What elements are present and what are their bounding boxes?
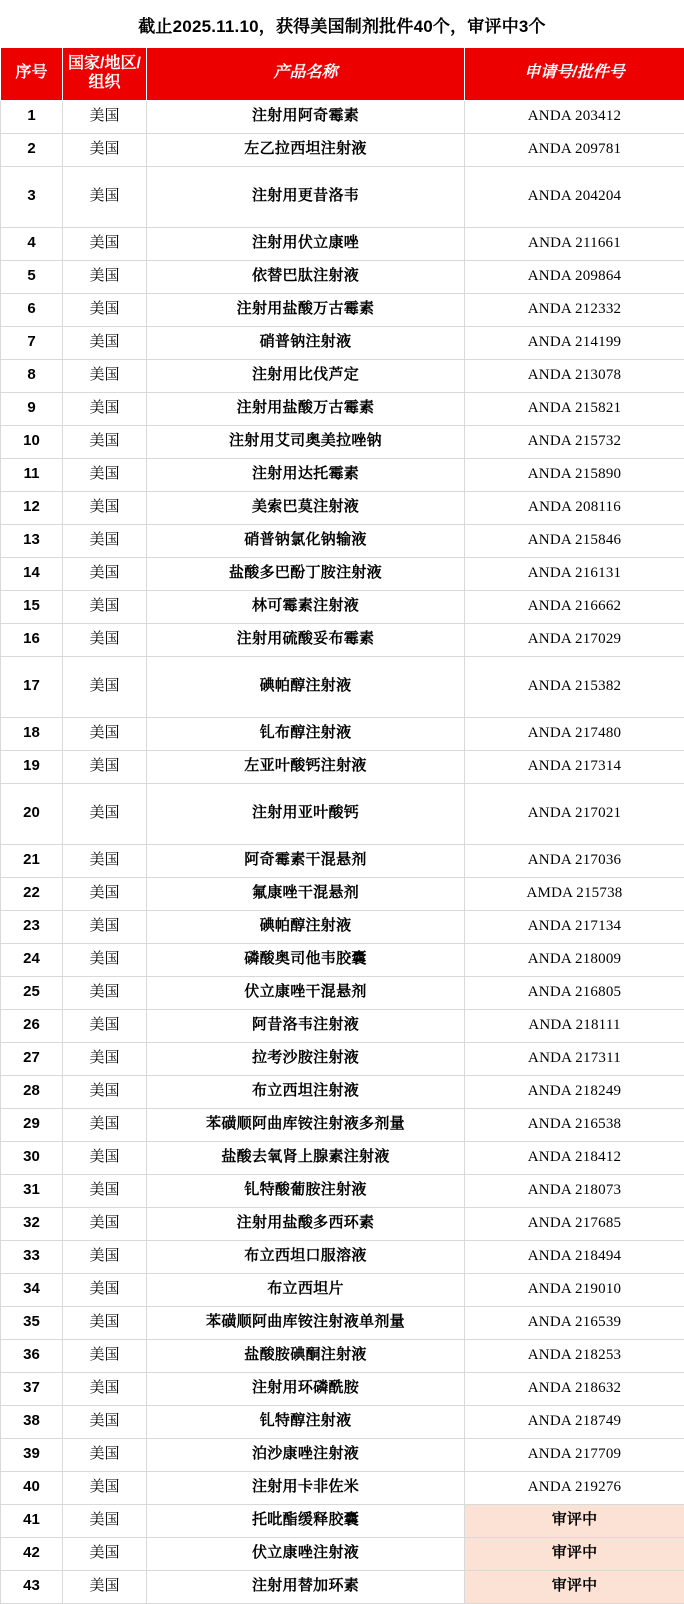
cell-country: 美国 xyxy=(63,1042,147,1075)
cell-index: 39 xyxy=(1,1438,63,1471)
cell-index: 33 xyxy=(1,1240,63,1273)
cell-application: ANDA 211661 xyxy=(465,227,684,260)
cell-index: 43 xyxy=(1,1570,63,1603)
cell-application: ANDA 217029 xyxy=(465,623,684,656)
cell-index: 38 xyxy=(1,1405,63,1438)
cell-product: 布立西坦口服溶液 xyxy=(147,1240,465,1273)
cell-application: ANDA 215382 xyxy=(465,656,684,717)
cell-application: ANDA 216539 xyxy=(465,1306,684,1339)
cell-index: 21 xyxy=(1,844,63,877)
cell-product: 钆特酸葡胺注射液 xyxy=(147,1174,465,1207)
cell-country: 美国 xyxy=(63,1372,147,1405)
cell-index: 16 xyxy=(1,623,63,656)
cell-product: 盐酸多巴酚丁胺注射液 xyxy=(147,557,465,590)
cell-product: 钆布醇注射液 xyxy=(147,717,465,750)
cell-country: 美国 xyxy=(63,783,147,844)
cell-application: ANDA 217709 xyxy=(465,1438,684,1471)
cell-product: 注射用阿奇霉素 xyxy=(147,100,465,133)
table-row xyxy=(1,166,684,227)
cell-index: 42 xyxy=(1,1537,63,1570)
cell-country: 美国 xyxy=(63,425,147,458)
cell-country: 美国 xyxy=(63,976,147,1009)
cell-country: 美国 xyxy=(63,656,147,717)
cell-index: 30 xyxy=(1,1141,63,1174)
cell-product: 碘帕醇注射液 xyxy=(147,910,465,943)
cell-index: 17 xyxy=(1,656,63,717)
cell-country: 美国 xyxy=(63,844,147,877)
table-row xyxy=(1,976,684,1009)
table-row xyxy=(1,590,684,623)
cell-country: 美国 xyxy=(63,166,147,227)
table-row xyxy=(1,293,684,326)
cell-country: 美国 xyxy=(63,293,147,326)
cell-product: 布立西坦注射液 xyxy=(147,1075,465,1108)
cell-application: ANDA 215846 xyxy=(465,524,684,557)
cell-application: ANDA 219010 xyxy=(465,1273,684,1306)
table-row xyxy=(1,1207,684,1240)
cell-application: ANDA 218009 xyxy=(465,943,684,976)
table-row xyxy=(1,458,684,491)
cell-country: 美国 xyxy=(63,1240,147,1273)
cell-application: ANDA 216662 xyxy=(465,590,684,623)
cell-product: 苯磺顺阿曲库铵注射液多剂量 xyxy=(147,1108,465,1141)
table-row xyxy=(1,1339,684,1372)
table-row xyxy=(1,1504,684,1537)
cell-product: 阿昔洛韦注射液 xyxy=(147,1009,465,1042)
cell-index: 5 xyxy=(1,260,63,293)
cell-application: ANDA 218249 xyxy=(465,1075,684,1108)
table-row xyxy=(1,1141,684,1174)
table-row xyxy=(1,717,684,750)
cell-country: 美国 xyxy=(63,943,147,976)
table-row xyxy=(1,1471,684,1504)
cell-application: ANDA 217314 xyxy=(465,750,684,783)
table-row xyxy=(1,1405,684,1438)
cell-application: 审评中 xyxy=(465,1504,684,1537)
cell-index: 18 xyxy=(1,717,63,750)
cell-country: 美国 xyxy=(63,1471,147,1504)
table-row xyxy=(1,557,684,590)
cell-product: 磷酸奥司他韦胶囊 xyxy=(147,943,465,976)
cell-index: 23 xyxy=(1,910,63,943)
cell-application: ANDA 209864 xyxy=(465,260,684,293)
table-row xyxy=(1,1108,684,1141)
table-row xyxy=(1,392,684,425)
cell-product: 托吡酯缓释胶囊 xyxy=(147,1504,465,1537)
page-title: 截止2025.11.10，获得美国制剂批件40个，审评中3个 xyxy=(0,0,684,47)
cell-index: 8 xyxy=(1,359,63,392)
cell-application: ANDA 217134 xyxy=(465,910,684,943)
cell-product: 阿奇霉素干混悬剂 xyxy=(147,844,465,877)
table-row xyxy=(1,359,684,392)
cell-country: 美国 xyxy=(63,557,147,590)
cell-application: 审评中 xyxy=(465,1570,684,1603)
cell-country: 美国 xyxy=(63,1075,147,1108)
cell-application: AMDA 215738 xyxy=(465,877,684,910)
cell-product: 林可霉素注射液 xyxy=(147,590,465,623)
cell-product: 左亚叶酸钙注射液 xyxy=(147,750,465,783)
cell-index: 28 xyxy=(1,1075,63,1108)
table-row xyxy=(1,524,684,557)
cell-application: ANDA 215821 xyxy=(465,392,684,425)
cell-application: ANDA 218749 xyxy=(465,1405,684,1438)
cell-product: 注射用盐酸万古霉素 xyxy=(147,293,465,326)
cell-index: 36 xyxy=(1,1339,63,1372)
cell-country: 美国 xyxy=(63,910,147,943)
cell-index: 27 xyxy=(1,1042,63,1075)
cell-index: 24 xyxy=(1,943,63,976)
cell-product: 布立西坦片 xyxy=(147,1273,465,1306)
cell-country: 美国 xyxy=(63,100,147,133)
cell-product: 拉考沙胺注射液 xyxy=(147,1042,465,1075)
cell-country: 美国 xyxy=(63,1108,147,1141)
table-row xyxy=(1,100,684,133)
cell-index: 12 xyxy=(1,491,63,524)
table-row xyxy=(1,326,684,359)
cell-application: ANDA 218253 xyxy=(465,1339,684,1372)
cell-product: 盐酸去氧肾上腺素注射液 xyxy=(147,1141,465,1174)
cell-country: 美国 xyxy=(63,1141,147,1174)
table-body xyxy=(1,100,684,1603)
cell-application: ANDA 213078 xyxy=(465,359,684,392)
cell-product: 注射用艾司奥美拉唑钠 xyxy=(147,425,465,458)
table-row xyxy=(1,656,684,717)
cell-index: 11 xyxy=(1,458,63,491)
cell-product: 钆特醇注射液 xyxy=(147,1405,465,1438)
table-header-row xyxy=(1,48,684,101)
cell-country: 美国 xyxy=(63,133,147,166)
cell-application: ANDA 216805 xyxy=(465,976,684,1009)
cell-index: 3 xyxy=(1,166,63,227)
cell-country: 美国 xyxy=(63,458,147,491)
cell-application: ANDA 217480 xyxy=(465,717,684,750)
cell-index: 4 xyxy=(1,227,63,260)
cell-country: 美国 xyxy=(63,717,147,750)
cell-index: 13 xyxy=(1,524,63,557)
cell-country: 美国 xyxy=(63,1570,147,1603)
cell-country: 美国 xyxy=(63,1174,147,1207)
cell-index: 40 xyxy=(1,1471,63,1504)
cell-product: 注射用伏立康唑 xyxy=(147,227,465,260)
cell-index: 32 xyxy=(1,1207,63,1240)
cell-country: 美国 xyxy=(63,392,147,425)
cell-product: 注射用硫酸妥布霉素 xyxy=(147,623,465,656)
cell-product: 氟康唑干混悬剂 xyxy=(147,877,465,910)
cell-country: 美国 xyxy=(63,260,147,293)
cell-application: ANDA 217036 xyxy=(465,844,684,877)
cell-application: ANDA 218494 xyxy=(465,1240,684,1273)
table-row xyxy=(1,1240,684,1273)
cell-index: 19 xyxy=(1,750,63,783)
cell-country: 美国 xyxy=(63,1207,147,1240)
cell-product: 硝普钠氯化钠输液 xyxy=(147,524,465,557)
cell-index: 41 xyxy=(1,1504,63,1537)
cell-application: ANDA 203412 xyxy=(465,100,684,133)
cell-application: ANDA 215890 xyxy=(465,458,684,491)
cell-application: ANDA 218111 xyxy=(465,1009,684,1042)
cell-index: 9 xyxy=(1,392,63,425)
cell-product: 泊沙康唑注射液 xyxy=(147,1438,465,1471)
column-header-index: 序号 xyxy=(1,48,63,101)
table-row xyxy=(1,133,684,166)
cell-product: 注射用盐酸万古霉素 xyxy=(147,392,465,425)
cell-application: 审评中 xyxy=(465,1537,684,1570)
cell-application: ANDA 204204 xyxy=(465,166,684,227)
cell-index: 31 xyxy=(1,1174,63,1207)
cell-index: 7 xyxy=(1,326,63,359)
table-row xyxy=(1,1438,684,1471)
table-row xyxy=(1,1009,684,1042)
cell-product: 硝普钠注射液 xyxy=(147,326,465,359)
cell-index: 10 xyxy=(1,425,63,458)
cell-country: 美国 xyxy=(63,1273,147,1306)
table-row xyxy=(1,750,684,783)
cell-index: 6 xyxy=(1,293,63,326)
cell-country: 美国 xyxy=(63,1009,147,1042)
cell-index: 29 xyxy=(1,1108,63,1141)
cell-country: 美国 xyxy=(63,877,147,910)
table-row xyxy=(1,910,684,943)
cell-application: ANDA 214199 xyxy=(465,326,684,359)
cell-country: 美国 xyxy=(63,1405,147,1438)
cell-country: 美国 xyxy=(63,1504,147,1537)
cell-application: ANDA 218412 xyxy=(465,1141,684,1174)
cell-country: 美国 xyxy=(63,491,147,524)
cell-index: 22 xyxy=(1,877,63,910)
cell-product: 美索巴莫注射液 xyxy=(147,491,465,524)
table-row xyxy=(1,1075,684,1108)
cell-product: 注射用达托霉素 xyxy=(147,458,465,491)
approvals-table xyxy=(0,47,684,1604)
cell-index: 20 xyxy=(1,783,63,844)
cell-application: ANDA 209781 xyxy=(465,133,684,166)
table-row xyxy=(1,1306,684,1339)
cell-application: ANDA 218632 xyxy=(465,1372,684,1405)
table-row xyxy=(1,844,684,877)
table-row xyxy=(1,877,684,910)
cell-product: 注射用盐酸多西环素 xyxy=(147,1207,465,1240)
cell-country: 美国 xyxy=(63,326,147,359)
cell-country: 美国 xyxy=(63,1537,147,1570)
cell-index: 14 xyxy=(1,557,63,590)
cell-product: 注射用替加环素 xyxy=(147,1570,465,1603)
table-row xyxy=(1,943,684,976)
cell-product: 伏立康唑注射液 xyxy=(147,1537,465,1570)
cell-application: ANDA 217685 xyxy=(465,1207,684,1240)
cell-application: ANDA 215732 xyxy=(465,425,684,458)
cell-product: 注射用环磷酰胺 xyxy=(147,1372,465,1405)
cell-country: 美国 xyxy=(63,623,147,656)
cell-application: ANDA 208116 xyxy=(465,491,684,524)
cell-product: 左乙拉西坦注射液 xyxy=(147,133,465,166)
cell-application: ANDA 212332 xyxy=(465,293,684,326)
cell-application: ANDA 219276 xyxy=(465,1471,684,1504)
cell-country: 美国 xyxy=(63,1306,147,1339)
cell-country: 美国 xyxy=(63,1339,147,1372)
cell-country: 美国 xyxy=(63,1438,147,1471)
column-header-application: 申请号/批件号 xyxy=(465,48,684,101)
cell-index: 15 xyxy=(1,590,63,623)
cell-product: 注射用更昔洛韦 xyxy=(147,166,465,227)
cell-product: 注射用卡非佐米 xyxy=(147,1471,465,1504)
cell-product: 注射用亚叶酸钙 xyxy=(147,783,465,844)
column-header-country: 国家/地区/组织 xyxy=(63,48,147,101)
cell-application: ANDA 217021 xyxy=(465,783,684,844)
table-row xyxy=(1,425,684,458)
table-row xyxy=(1,1174,684,1207)
table-row xyxy=(1,227,684,260)
table-header xyxy=(1,48,684,101)
table-row xyxy=(1,783,684,844)
cell-product: 注射用比伐芦定 xyxy=(147,359,465,392)
cell-index: 37 xyxy=(1,1372,63,1405)
table-row xyxy=(1,1570,684,1603)
cell-country: 美国 xyxy=(63,590,147,623)
cell-index: 35 xyxy=(1,1306,63,1339)
cell-product: 苯磺顺阿曲库铵注射液单剂量 xyxy=(147,1306,465,1339)
cell-country: 美国 xyxy=(63,359,147,392)
cell-product: 伏立康唑干混悬剂 xyxy=(147,976,465,1009)
cell-country: 美国 xyxy=(63,750,147,783)
cell-application: ANDA 216538 xyxy=(465,1108,684,1141)
table-row xyxy=(1,1537,684,1570)
cell-product: 盐酸胺碘酮注射液 xyxy=(147,1339,465,1372)
column-header-product: 产品名称 xyxy=(147,48,465,101)
cell-index: 34 xyxy=(1,1273,63,1306)
cell-application: ANDA 216131 xyxy=(465,557,684,590)
table-row xyxy=(1,623,684,656)
cell-application: ANDA 217311 xyxy=(465,1042,684,1075)
cell-index: 25 xyxy=(1,976,63,1009)
table-row xyxy=(1,491,684,524)
cell-application: ANDA 218073 xyxy=(465,1174,684,1207)
cell-country: 美国 xyxy=(63,227,147,260)
table-row xyxy=(1,1042,684,1075)
table-row xyxy=(1,1273,684,1306)
cell-index: 2 xyxy=(1,133,63,166)
table-row xyxy=(1,260,684,293)
cell-product: 依替巴肽注射液 xyxy=(147,260,465,293)
cell-country: 美国 xyxy=(63,524,147,557)
cell-index: 1 xyxy=(1,100,63,133)
cell-product: 碘帕醇注射液 xyxy=(147,656,465,717)
cell-index: 26 xyxy=(1,1009,63,1042)
table-row xyxy=(1,1372,684,1405)
